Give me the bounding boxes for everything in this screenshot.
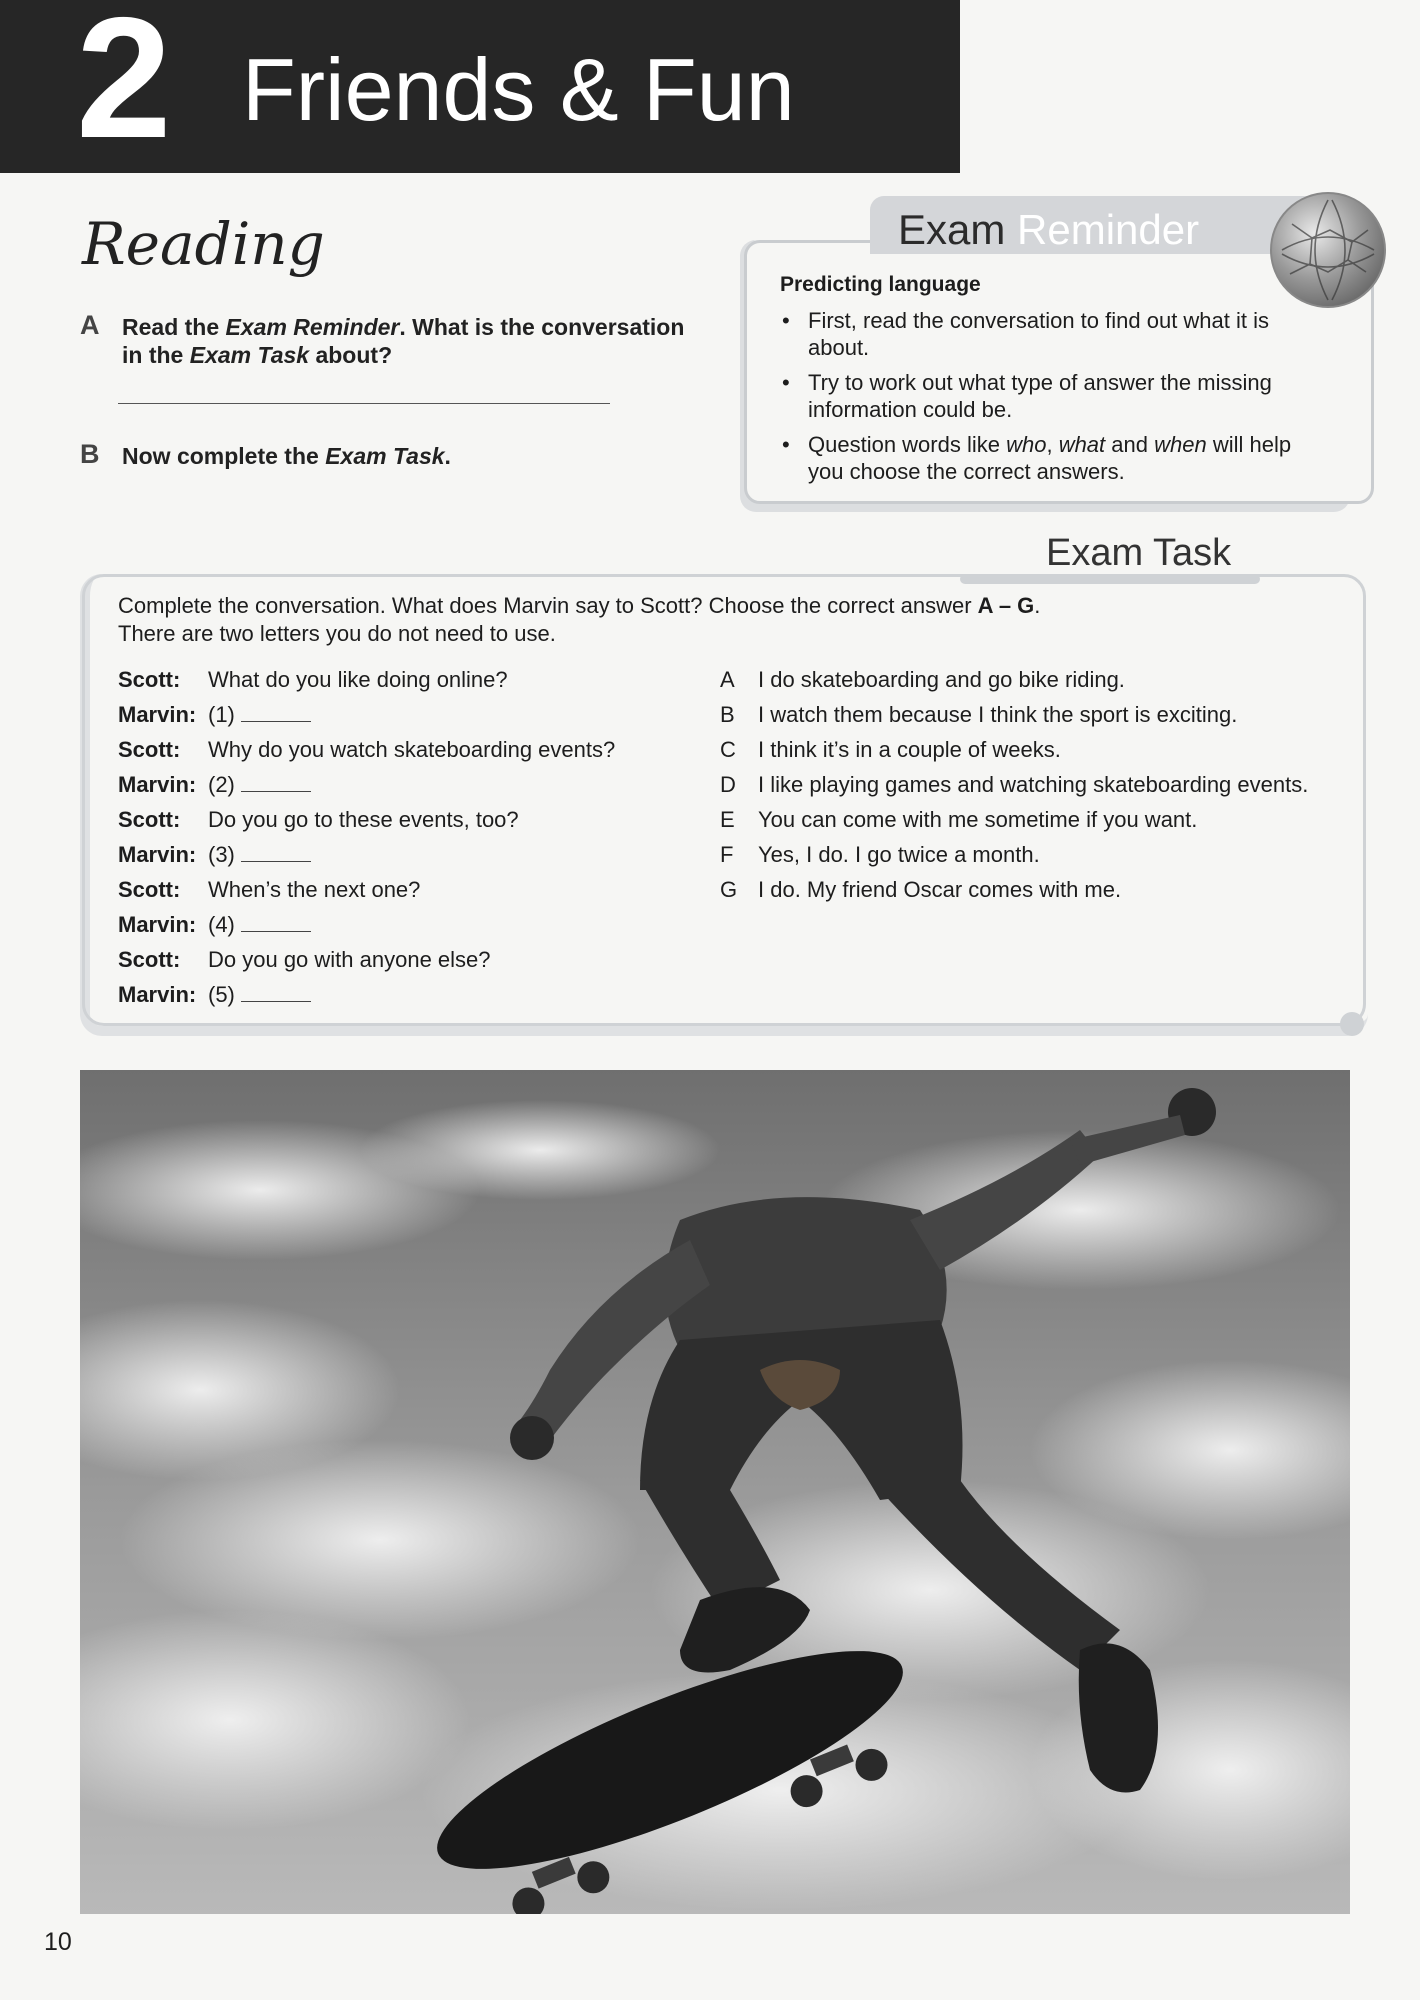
answer-gap-4[interactable] bbox=[241, 913, 311, 932]
page-number: 10 bbox=[44, 1928, 72, 1956]
bullet-dot-icon: • bbox=[782, 370, 790, 395]
answer-gap-1[interactable] bbox=[241, 703, 311, 722]
section-title-reading: Reading bbox=[82, 210, 325, 278]
answer-gap-2[interactable] bbox=[241, 773, 311, 792]
exam-task-instructions: Complete the conversation. What does Marvin say to Scott? Choose the correct answer A – G. There are two letters you do not need to use. bbox=[118, 593, 1041, 646]
skateboarder-photo bbox=[80, 1070, 1350, 1914]
answer-gap-5[interactable] bbox=[241, 983, 311, 1002]
unit-number: 2 bbox=[76, 0, 168, 174]
reminder-bullet-3: • Question words like who, what and when will help you choose the correct answers. bbox=[782, 432, 1292, 484]
globe-icon bbox=[1270, 192, 1386, 308]
answer-line[interactable] bbox=[118, 403, 610, 404]
bullet-dot-icon: • bbox=[782, 432, 790, 457]
exam-task-label: Exam Task bbox=[1046, 532, 1232, 574]
exam-reminder-title: Exam Reminder bbox=[898, 206, 1200, 253]
exam-task-tab-line bbox=[960, 574, 1260, 584]
bullet-dot-icon: • bbox=[782, 308, 790, 333]
unit-title: Friends & Fun bbox=[242, 40, 795, 139]
question-b-letter: B bbox=[80, 439, 100, 469]
exam-task-end-dot bbox=[1340, 1012, 1364, 1036]
question-a-letter: A bbox=[80, 310, 100, 340]
reminder-bullet-1: • First, read the conversation to find out what it is about. bbox=[782, 308, 1270, 360]
answer-gap-3[interactable] bbox=[241, 843, 311, 862]
exam-reminder-subtitle: Predicting language bbox=[780, 273, 981, 296]
question-b-text: Now complete the Exam Task. bbox=[122, 443, 451, 469]
reminder-bullet-2: • Try to work out what type of answer the missing information could be. bbox=[782, 370, 1272, 422]
question-a-text: Read the Exam Reminder. What is the conversation in the Exam Task about? bbox=[122, 314, 685, 368]
